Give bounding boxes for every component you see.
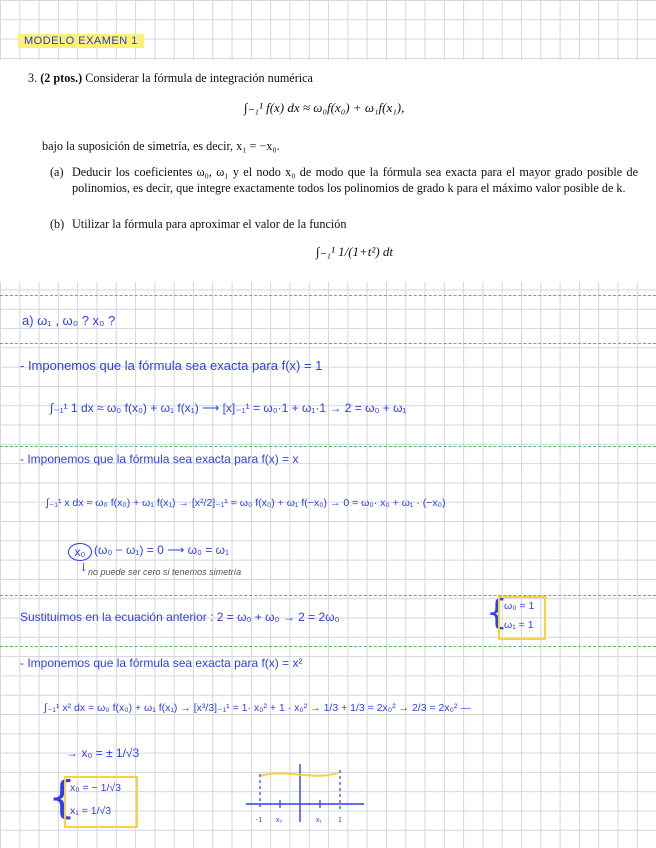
step2-result: (ω₀ − ω₁) = 0 ⟶ ω₀ = ω₁: [94, 543, 230, 557]
graph-label-1: 1: [338, 817, 342, 824]
problem-intro: Considerar la fórmula de integración numérica: [85, 71, 313, 85]
symmetry-sketch: [246, 760, 366, 830]
problem-intro-line: [28, 70, 628, 86]
step3-title: - Imponemos que la fórmula sea exacta para f(x) = x²: [20, 656, 303, 670]
step2-equation: ∫₋₁¹ x dx ≈ ω₀ f(x₀) + ω₁ f(x₁) → [x²/2]₋₁¹ = ω₀ f(x₀) + ω₁ f(−x₀) → 0 = ω₀· x₀ + ω₁ · (−x₀): [46, 497, 446, 509]
step1-title: - Imponemos que la fórmula sea exacta para f(x) = 1: [20, 358, 323, 373]
separator: [0, 295, 656, 296]
part-a-text: Deducir los coeficientes ω₀, ω₁ y el nodo x₀ de modo que la fórmula sea exacta para el mayor grado posible de polinomios, es decir, que integre exactamente todos los polinomios de grado k para el máximo valor posible de k.: [72, 165, 638, 195]
graph-label-neg1: -1: [256, 817, 263, 824]
exam-title: MODELO EXAMEN 1: [18, 34, 144, 48]
result-box: [498, 596, 546, 640]
x0-circled: x₀: [68, 543, 92, 561]
brace-icon: {: [486, 593, 508, 633]
substitution-line: Sustituimos en la ecuación anterior : 2 = ω₀ + ω₀ → 2 = 2ω₀: [20, 610, 340, 624]
final-result-box: [64, 776, 138, 828]
x0-final: x₀ = − 1/√3: [70, 782, 121, 794]
part-a-label: (a): [50, 165, 64, 179]
problem-block: [0, 60, 656, 282]
arrow-down-icon: ↓: [79, 561, 89, 574]
separator: [0, 595, 656, 596]
part-a-heading: a) ω₁ , ω₀ ? x₀ ?: [22, 313, 116, 328]
step3-result: → x₀ = ± 1/√3: [66, 746, 140, 760]
separator: [0, 343, 656, 344]
w1-result: ω₁ = 1: [504, 619, 534, 631]
step2-title: - Imponemos que la fórmula sea exacta para f(x) = x: [20, 452, 299, 466]
graph-label-x1: x₁: [316, 817, 322, 824]
problem-points: (2 ptos.): [40, 71, 83, 85]
integral-b: ∫₋₁¹ 1/(1+t²) dt: [316, 244, 394, 259]
step3-equation: ∫₋₁¹ x² dx = ω₀ f(x₀) + ω₁ f(x₁) → [x³/3]₋₁¹ = 1· x₀² + 1 · x₀² → 1/3 + 1/3 = 2x₀² → 2/3 = 2x₀² —: [44, 702, 471, 714]
separator: [0, 646, 656, 647]
x1-final: x₁ = 1/√3: [70, 805, 112, 817]
symmetry-note: no puede ser cero si tenemos simetría: [88, 567, 242, 577]
part-b-text: Utilizar la fórmula para aproximar el valor de la función: [72, 217, 347, 231]
step1-equation: ∫₋₁¹ 1 dx ≈ ω₀ f(x₀) + ω₁ f(x₁) ⟶ [x]₋₁¹ = ω₀·1 + ω₁·1 → 2 = ω₀ + ω₁: [50, 401, 407, 415]
brace-icon: {: [48, 772, 76, 823]
w0-result: ω₀ = 1: [504, 600, 535, 612]
problem-formula: ∫₋₁¹ f(x) dx ≈ ω₀f(x₀) + ω₁f(x₁),: [244, 100, 405, 115]
problem-number: 3.: [28, 71, 38, 85]
problem-assumption: bajo la suposición de simetría, es decir, x₁ = −x₀.: [42, 139, 280, 153]
separator: [0, 446, 656, 447]
graph-label-x0: x₀: [276, 817, 283, 824]
part-b-label: (b): [50, 217, 65, 231]
